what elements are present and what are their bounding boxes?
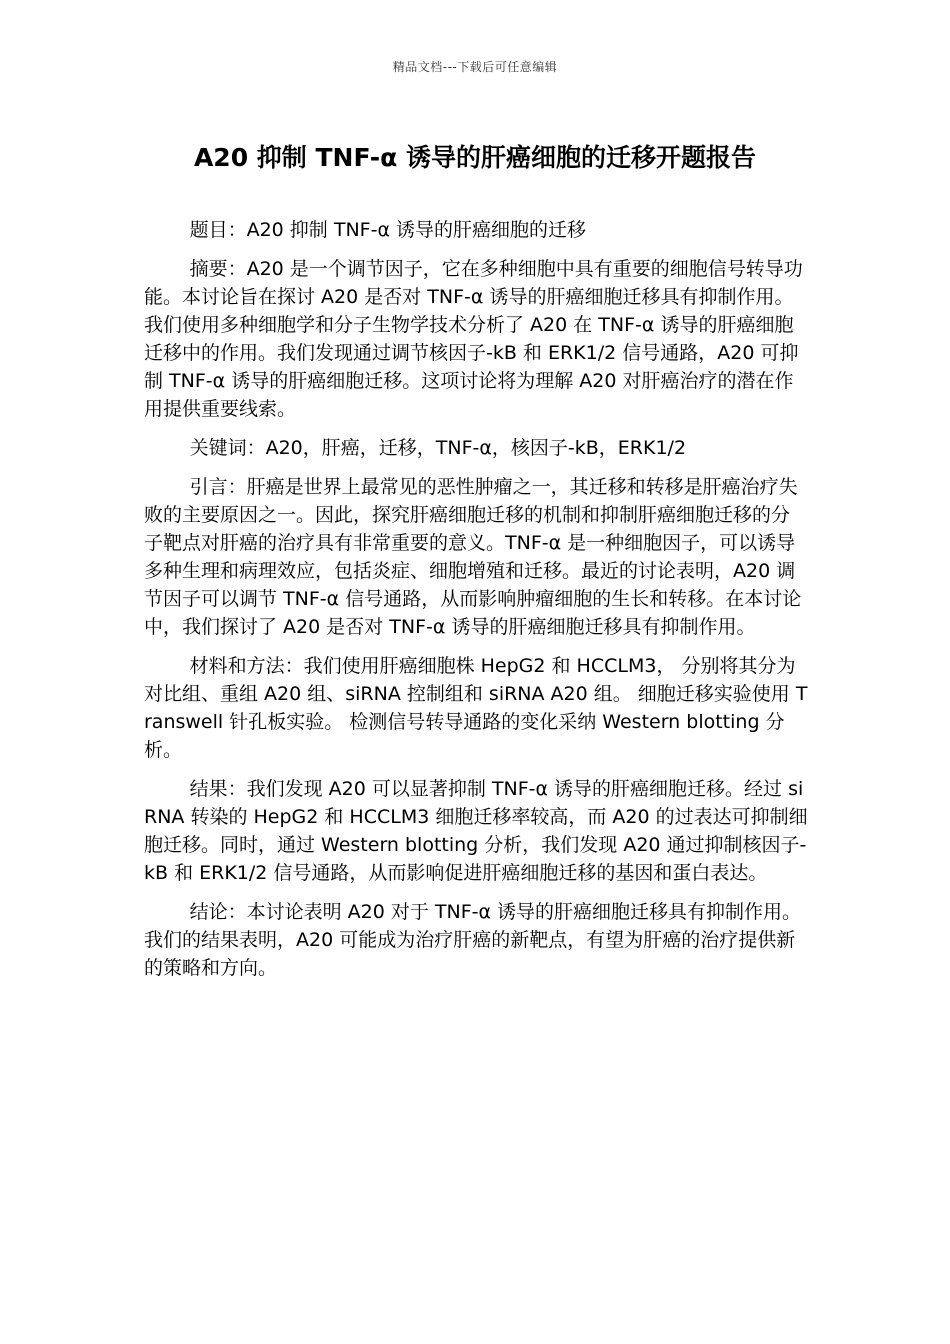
document-title: A20 抑制 TNF-α 诱导的肝癌细胞的迁移开题报告	[193, 143, 757, 172]
document-body	[144, 216, 808, 993]
topic-paragraph: 题目：A20 抑制 TNF-α 诱导的肝癌细胞的迁移	[189, 219, 587, 241]
header-note: 精品文档---下载后可任意编辑	[392, 60, 558, 74]
conclusion-paragraph: 结论：本讨论表明 A20 对于 TNF-α 诱导的肝癌细胞迁移具有抑制作用。我们的结果表明，A20 可能成为治疗肝癌的新靶点，有望为肝癌的治疗提供新的策略和方向。	[144, 901, 802, 979]
abstract-paragraph: 摘要：A20 是一个调节因子，它在多种细胞中具有重要的细胞信号转导功能。本讨论旨在探讨 A20 是否对 TNF-α 诱导的肝癌细胞迁移具有抑制作用。我们使用多种细胞学和分子生物学技术分析了 A20 在 TNF-α 诱导的肝癌细胞迁移中的作用。我们发现通过调节核因子-kB 和 ERK1/2 信号通路，A20 可抑制 TNF-α 诱导的肝癌细胞迁移。这项讨论将为理解 A20 对肝癌治疗的潜在作用提供重要线索。	[144, 258, 803, 420]
methods-paragraph: 材料和方法：我们使用肝癌细胞株 HepG2 和 HCCLM3， 分别将其分为对比组、重组 A20 组、siRNA 控制组和 siRNA A20 组。 细胞迁移实验使用 Transwell 针孔板实验。 检测信号转导通路的变化采纳 Western blotting 分析。	[144, 655, 808, 761]
keywords-paragraph: 关键词：A20，肝癌，迁移，TNF-α，核因子-kB，ERK1/2	[189, 437, 687, 459]
results-paragraph: 结果：我们发现 A20 可以显著抑制 TNF-α 诱导的肝癌细胞迁移。经过 siRNA 转染的 HepG2 和 HCCLM3 细胞迁移率较高，而 A20 的过表达可抑制细胞迁移。同时，通过 Western blotting 分析，我们发现 A20 通过抑制核因子-kB 和 ERK1/2 信号通路，从而影响促进肝癌细胞迁移的基因和蛋白表达。	[144, 778, 808, 884]
introduction-paragraph: 引言：肝癌是世界上最常见的恶性肿瘤之一，其迁移和转移是肝癌治疗失败的主要原因之一。因此，探究肝癌细胞迁移的机制和抑制肝癌细胞迁移的分子靶点对肝癌的治疗具有非常重要的意义。TNF-α 是一种细胞因子，可以诱导多种生理和病理效应，包括炎症、细胞增殖和迁移。最近的讨论表明，A20 调节因子可以调节 TNF-α 信号通路，从而影响肿瘤细胞的生长和转移。在本讨论中，我们探讨了 A20 是否对 TNF-α 诱导的肝癌细胞迁移具有抑制作用。	[144, 476, 802, 638]
